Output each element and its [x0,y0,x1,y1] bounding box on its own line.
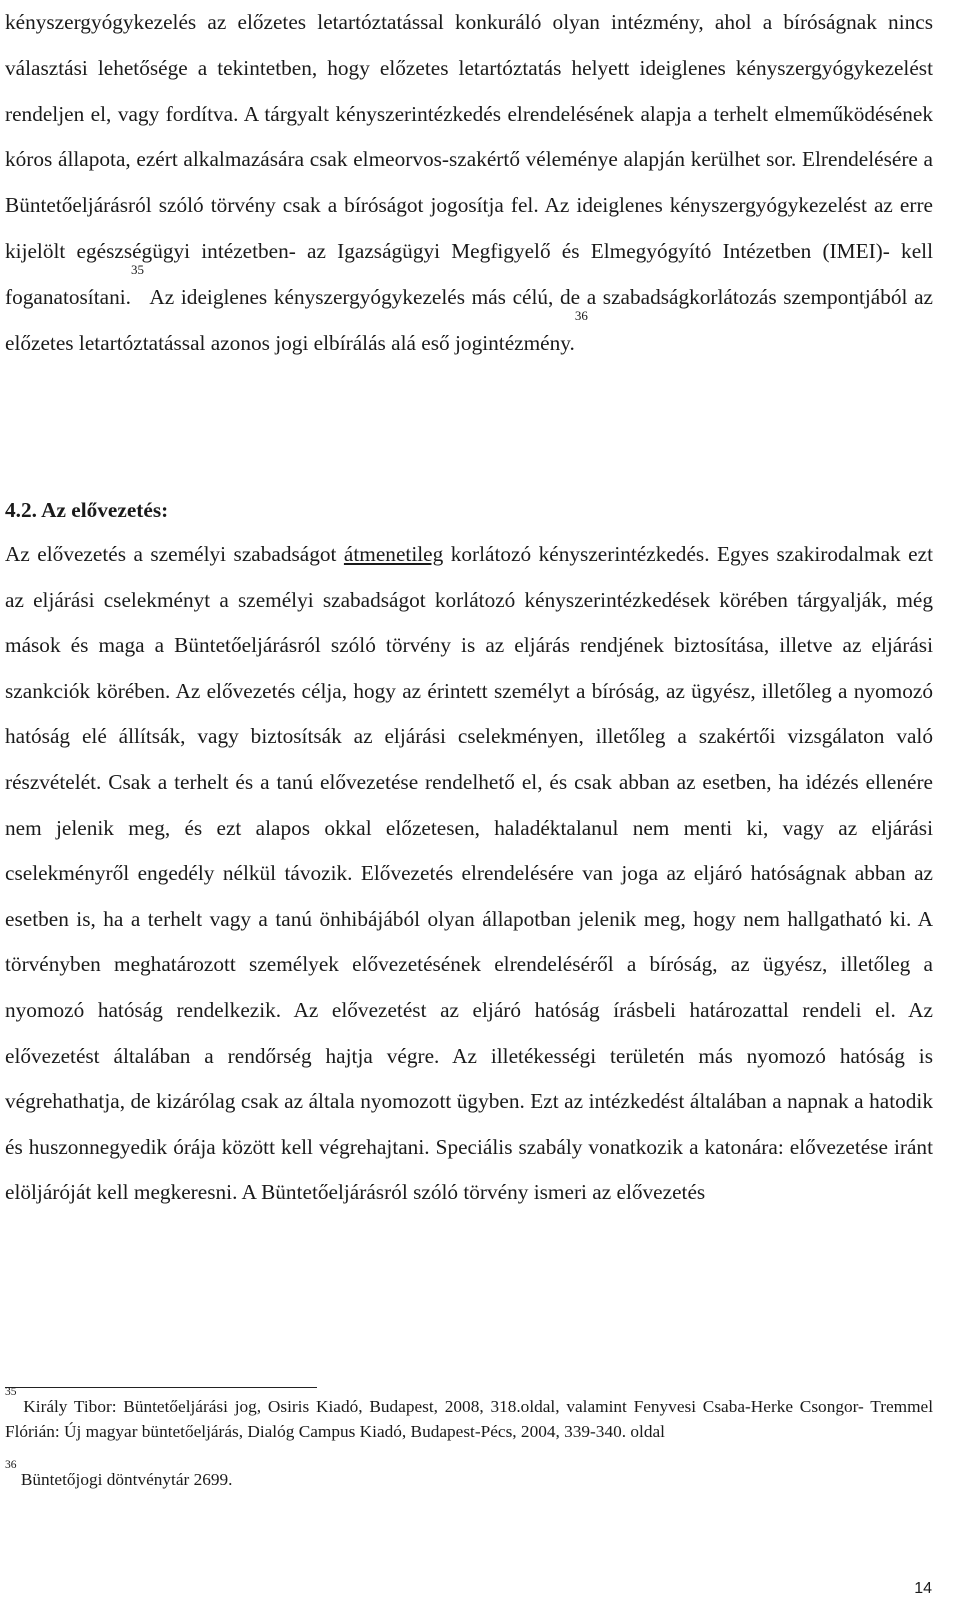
paragraph-text: korlátozó kényszerintézkedés. Egyes szakirodalmak ezt az eljárási cselekményt a személyi szabadságot korlátozó kényszerintézkedések körében tárgyalják, még mások és maga a Büntetőeljárásról szóló törvény is az eljárás rendjének biztosítása, illetve az eljárási szankciók körében. Az elővezetés célja, hogy az érintett személyt a bíróság, az ügyész, illetőleg a nyomozó hatóság elé állítsák, vagy biztosítsák az eljárási cselekményen, illetőleg a szakértői vizsgálaton való részvételét. Csak a terhelt és a tanú elővezetése rendelhető el, és csak abban az esetben, ha idézés ellenére nem jelenik meg, és ezt alapos okkal előzetesen, haladéktalanul nem menti ki, vagy az eljárási cselekményről engedély nélkül távozik. Elővezetés elrendelésére van joga az eljáró hatóságnak abban az esetben is, ha a terhelt vagy a tanú önhibájából olyan állapotban jelenik meg, hogy nem hallgatható ki. A törvényben meghatározott személyek elővezetésének elrendeléséről a bíróság, az ügyész, illetőleg a nyomozó hatóság rendelkezik. Az elővezetést az eljáró hatóság írásbeli határozattal rendeli el. Az elővezetést általában a rendőrség hajtja végre. Az illetékességi területén más nyomozó hatóság is végrehathatja, de kizárólag csak az általa nyomozott ügyben. Ezt az intézkedést általában a napnak a hatodik és huszonnegyedik órája között kell végrehajtani. Speciális szabály vonatkozik a katonára: elővezetése iránt elöljáróját kell megkeresni. A Büntetőeljárásról szóló törvény ismeri az elővezetés [5,542,933,1205]
footnote-separator [5,1387,317,1388]
footnote-36 [5,1458,933,1493]
underlined-term: átmenetileg [343,542,444,566]
footnote-number: 35 [5,1386,17,1398]
paragraph-elovezetes [5,532,933,1216]
section-heading: 4.2. Az elővezetés: [5,498,169,522]
paragraph-text: Az ideiglenes kényszergyógykezelés más célú, de a szabadságkorlátozás szempontjából az előzetes letartóztatással azonos jogi elbírálás alá eső jogintézmény. [5,284,933,355]
footnote-ref-36[interactable]: 36 [574,307,588,323]
page-number: 14 [914,1580,932,1597]
paragraph-text: kényszergyógykezelés az előzetes letartóztatással konkuráló olyan intézmény, ahol a bíróságnak nincs választási lehetősége a tekintetben, hogy előzetes letartóztatás helyett ideiglenes kényszergyógykezelést rendeljen el, vagy fordítva. A tárgyalt kényszerintézkedés elrendelésének alapja a terhelt elmeműködésének kóros állapota, ezért alkalmazására csak elmeorvos-szakértő véleménye alapján kerülhet sor. Elrendelésére a Büntetőeljárásról szóló törvény csak a bíróságot jogosítja fel. Az ideiglenes kényszergyógykezelést az erre kijelölt egészségügyi intézetben- az Igazságügyi Megfigyelő és Elmegyógyító Intézetben (IMEI)- kell foganatosítani. [5,10,933,309]
footnote-number: 36 [5,1458,17,1471]
footnote-ref-35[interactable]: 35 [130,261,144,277]
footnote-text: Király Tibor: Büntetőeljárási jog, Osiris Kiadó, Budapest, 2008, 318.oldal, valamint Fenyvesi Csaba-Herke Csongor- Tremmel Flórián: Új magyar büntetőeljárás, Dialóg Campus Kiadó, Budapest-Pécs, 2004, 339-340. oldal [5,1397,933,1441]
footnote-text: Büntetőjogi döntvénytár 2699. [16,1469,233,1489]
paragraph-ideiglenes-kenyszergyogykezeles [5,0,933,366]
footnote-35 [5,1386,933,1445]
footnotes [5,1386,933,1492]
paragraph-text: Az elővezetés a személyi szabadságot [5,542,344,566]
